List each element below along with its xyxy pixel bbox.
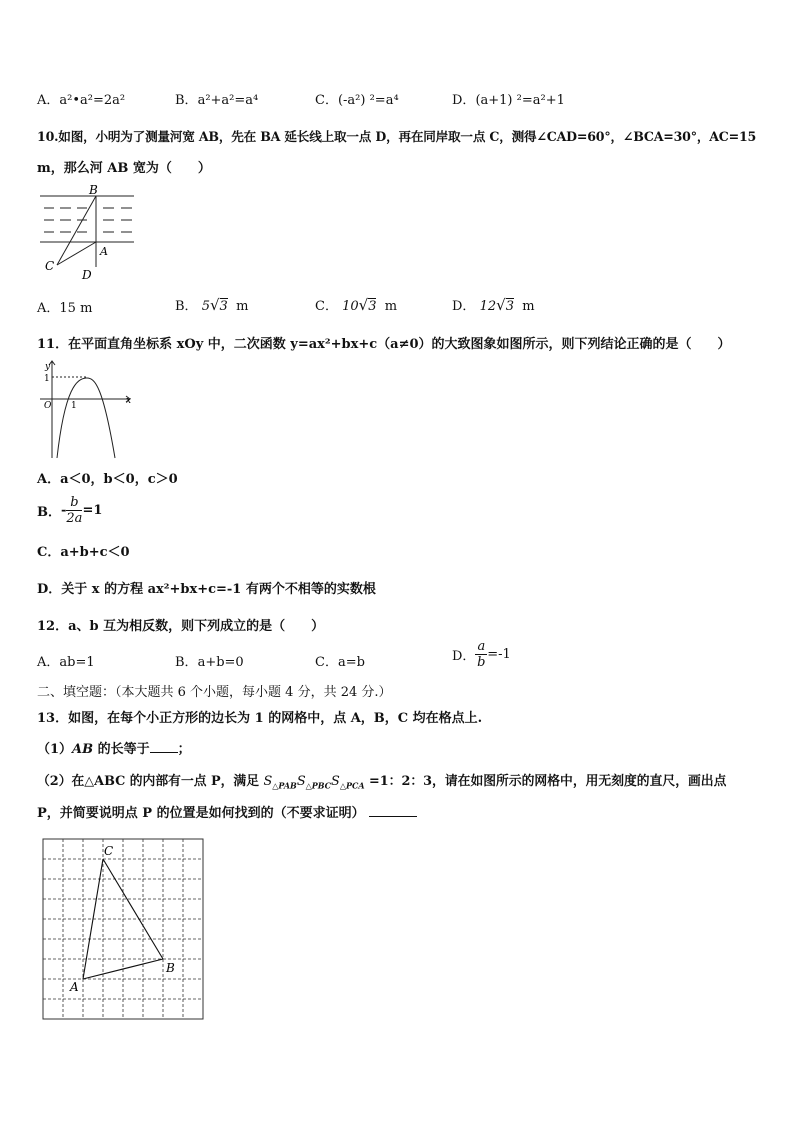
q13-label-a: A <box>70 980 79 994</box>
q12-stem: 12．a、b 互为相反数，则下列成立的是（ ） <box>37 619 325 634</box>
q13-stem: 13．如图，在每个小正方形的边长为 1 的网格中，点 A，B，C 均在格点上. <box>37 711 483 726</box>
q13-part2-line2: P，并简要说明点 P 的位置是如何找到的（不要求证明） <box>37 802 417 821</box>
q10-stem-line1: 10.如图，小明为了测量河宽 AB，先在 BA 延长线上取一点 D，再在同岸取一点 C，测得∠CAD=60°，∠BCA=30°，AC=15 <box>37 129 757 144</box>
section-2-heading: 二、填空题：（本大题共 6 个小题，每小题 4 分，共 24 分.） <box>37 685 392 700</box>
q13-part1: （1）AB 的长等于 ； <box>37 742 191 757</box>
q11-option-d: D．关于 x 的方程 ax²+bx+c=-1 有两个不相等的实数根 <box>37 582 376 597</box>
q10-river-figure <box>37 183 137 283</box>
q11-y-label: y <box>45 362 51 372</box>
q13-grid-figure <box>42 838 206 1022</box>
q11-option-b: B． - $\frac{b}{2a}$ =1 <box>37 495 103 526</box>
q12-option-b: B．a+b=0 <box>175 655 244 670</box>
q10-option-b: B． 5√3 m <box>175 296 249 314</box>
q10-option-d: D． 12√3 m <box>452 296 535 314</box>
q9-option-a: A．a²•a²=2a² <box>37 93 126 108</box>
q11-x-one-label: 1 <box>71 401 77 411</box>
q11-option-c: C．a+b+c＜0 <box>37 545 130 560</box>
q13-label-c: C <box>104 844 114 858</box>
q12-option-a: A．ab=1 <box>37 655 95 670</box>
q12-option-c: C．a=b <box>315 655 365 670</box>
q10-stem-line2: m，那么河 AB 宽为（ ） <box>37 161 211 176</box>
q10-label-a: A <box>100 245 108 258</box>
q10-label-c: C <box>45 259 55 273</box>
q10-option-a: A．15 m <box>37 301 93 316</box>
q9-option-c: C．(-a²) ²=a⁴ <box>315 93 399 108</box>
q10-label-b: B <box>89 183 98 197</box>
q11-stem: 11．在平面直角坐标系 xOy 中，二次函数 y=ax²+bx+c（a≠0）的大致图象如图所示，则下列结论正确的是（ ） <box>37 337 731 352</box>
q13-part2-line1: （2）在△ABC 的内部有一点 P，满足 $S_{\triangle PAB}S_{\triangle PBC}S_{\triangle PCA} =1$：2：3，请在如图所示的网格中，用无刻度的直尺，画出点 <box>37 774 727 791</box>
q12-option-d: D． $\frac{a}{b}$ =-1 <box>452 639 511 670</box>
q11-x-label: x <box>126 396 132 406</box>
q10-option-c: C． 10√3 m <box>315 296 398 314</box>
q11-option-a: A．a＜0，b＜0，c＞0 <box>37 472 178 487</box>
q9-option-b: B．a²+a²=a⁴ <box>175 93 259 108</box>
q9-option-d: D．(a+1) ²=a²+1 <box>452 93 565 108</box>
q11-origin-label: O <box>44 401 52 411</box>
q13-label-b: B <box>166 961 175 975</box>
q11-y-one-label: 1 <box>44 374 50 384</box>
q10-label-d: D <box>82 268 92 282</box>
q11-parabola-graph <box>37 357 137 461</box>
